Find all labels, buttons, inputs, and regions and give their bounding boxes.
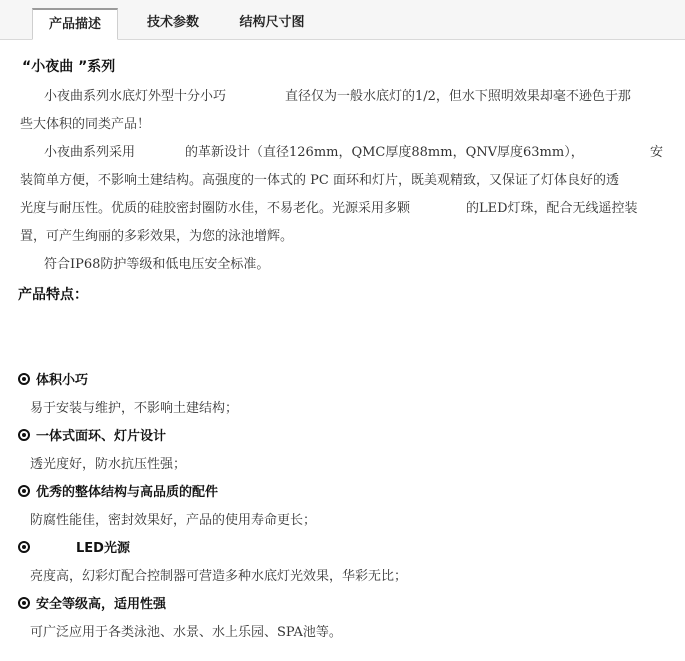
para2-line3b: 的LED灯珠，配合无线遥控装	[466, 201, 638, 216]
feature-desc: 透光度好，防水抗压性强；	[30, 457, 187, 472]
tab-technical-specs[interactable]: 技术参数	[146, 15, 199, 30]
features-title: 产品特点：	[18, 287, 88, 303]
para2-line1b: 的革新设计（直径126mm，QMC厚度88mm，QNV厚度63mm），	[185, 145, 584, 160]
feature-title-text: 优秀的整体结构与高品质的配件	[36, 485, 219, 500]
para2-line1c: 安	[650, 145, 664, 160]
feature-title-text: 体积小巧	[36, 373, 89, 388]
para1-line1a: 小夜曲系列水底灯外型十分小巧	[44, 89, 227, 104]
feature-title	[18, 484, 218, 502]
bullet-circle-icon	[18, 485, 30, 497]
feature-desc: 亮度高，幻彩灯配合控制器可营造多种水底灯光效果，华彩无比；	[30, 569, 408, 584]
tab-product-description[interactable]: 产品描述	[32, 8, 118, 40]
feature-title-text: 安全等级高，适用性强	[36, 597, 167, 612]
feature-title	[18, 596, 166, 614]
para2-line3: 光度与耐压性。优质的硅胶密封圈防水佳，不易老化。光源采用多颗	[20, 201, 411, 216]
feature-desc: 易于安装与维护，不影响土建结构；	[30, 401, 239, 416]
para2-line4: 置，可产生绚丽的多彩效果，为您的泳池增辉。	[20, 229, 294, 244]
feature-title	[18, 540, 130, 558]
para1-line1b: 直径仅为一般水底灯的1/2，但水下照明效果却毫不逊色于那	[285, 89, 631, 104]
para3: 符合IP68防护等级和低电压安全标准。	[44, 257, 270, 272]
feature-desc: 可广泛应用于各类泳池、水景、水上乐园、SPA池等。	[30, 625, 342, 640]
bullet-circle-icon	[18, 429, 30, 441]
bullet-circle-icon	[18, 373, 30, 385]
feature-title	[18, 372, 88, 390]
para2-line2: 装简单方便，不影响土建结构。高强度的一体式的 PC 面环和灯片，既美观精致，又保证了灯体良好的透	[20, 173, 619, 188]
tab-structure-dimensions[interactable]: 结构尺寸图	[239, 15, 305, 30]
bullet-circle-icon	[18, 597, 30, 609]
tab-bar	[0, 0, 685, 40]
series-title: “小夜曲 ”系列	[22, 59, 116, 75]
bullet-circle-icon	[18, 541, 30, 553]
para2-line1a: 小夜曲系列采用	[44, 145, 136, 160]
feature-title	[18, 428, 166, 446]
feature-title-text: 一体式面环、灯片设计	[36, 429, 167, 444]
para1-line2: 些大体积的同类产品！	[20, 117, 151, 132]
feature-desc: 防腐性能佳，密封效果好，产品的使用寿命更长；	[30, 513, 317, 528]
feature-title-text: LED光源	[76, 541, 130, 556]
